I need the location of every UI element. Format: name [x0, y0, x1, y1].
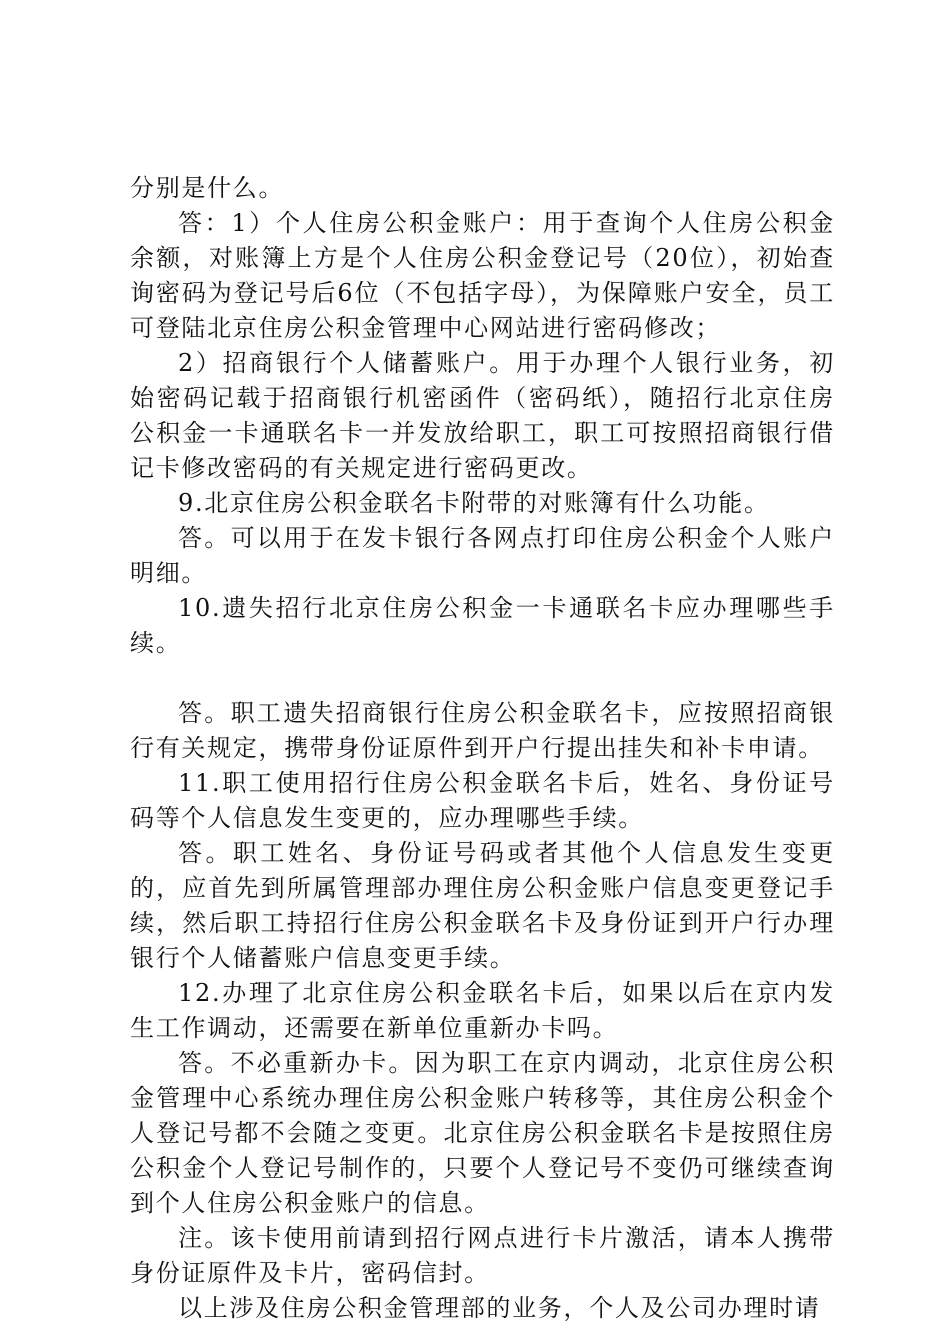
question-11: 11.职工使用招行住房公积金联名卡后，姓名、身份证号码等个人信息发生变更的，应办理哪些手续。: [130, 769, 835, 832]
blank-line: [130, 661, 835, 696]
answer-9: 答。可以用于在发卡银行各网点打印住房公积金个人账户明细。: [130, 524, 835, 587]
paragraph-1: 分别是什么。: [130, 174, 285, 202]
note-paragraph: 注。该卡使用前请到招行网点进行卡片激活，请本人携带身份证原件及卡片，密码信封。: [130, 1224, 835, 1287]
document-body: [130, 171, 835, 1326]
closing-paragraph: 以上涉及住房公积金管理部的业务，个人及公司办理时请: [178, 1294, 821, 1322]
answer-12: 答。不必重新办卡。因为职工在京内调动，北京住房公积金管理中心系统办理住房公积金账户转移等，其住房公积金个人登记号都不会随之变更。北京住房公积金联名卡是按照住房公积金个人登记号制作的，只要个人登记号不变仍可继续查询到个人住房公积金账户的信息。: [130, 1049, 835, 1217]
question-9: 9.北京住房公积金联名卡附带的对账簿有什么功能。: [178, 489, 770, 517]
paragraph-3: 2）招商银行个人储蓄账户。用于办理个人银行业务，初始密码记载于招商银行机密函件（密码纸），随招行北京住房公积金一卡通联名卡一并发放给职工，职工可按照招商银行借记卡修改密码的有关规定进行密码更改。: [130, 349, 835, 482]
paragraph-2: 答：1）个人住房公积金账户：用于查询个人住房公积金余额，对账簿上方是个人住房公积金登记号（20位），初始查询密码为登记号后6位（不包括字母），为保障账户安全，员工可登陆北京住房公积金管理中心网站进行密码修改；: [130, 209, 835, 342]
question-10: 10.遗失招行北京住房公积金一卡通联名卡应办理哪些手续。: [130, 594, 835, 657]
answer-10: 答。职工遗失招商银行住房公积金联名卡，应按照招商银行有关规定，携带身份证原件到开户行提出挂失和补卡申请。: [130, 699, 835, 762]
answer-11: 答。职工姓名、身份证号码或者其他个人信息发生变更的，应首先到所属管理部办理住房公积金账户信息变更登记手续，然后职工持招行住房公积金联名卡及身份证到开户行办理银行个人储蓄账户信息变更手续。: [130, 839, 835, 972]
question-12: 12.办理了北京住房公积金联名卡后，如果以后在京内发生工作调动，还需要在新单位重新办卡吗。: [130, 979, 835, 1042]
